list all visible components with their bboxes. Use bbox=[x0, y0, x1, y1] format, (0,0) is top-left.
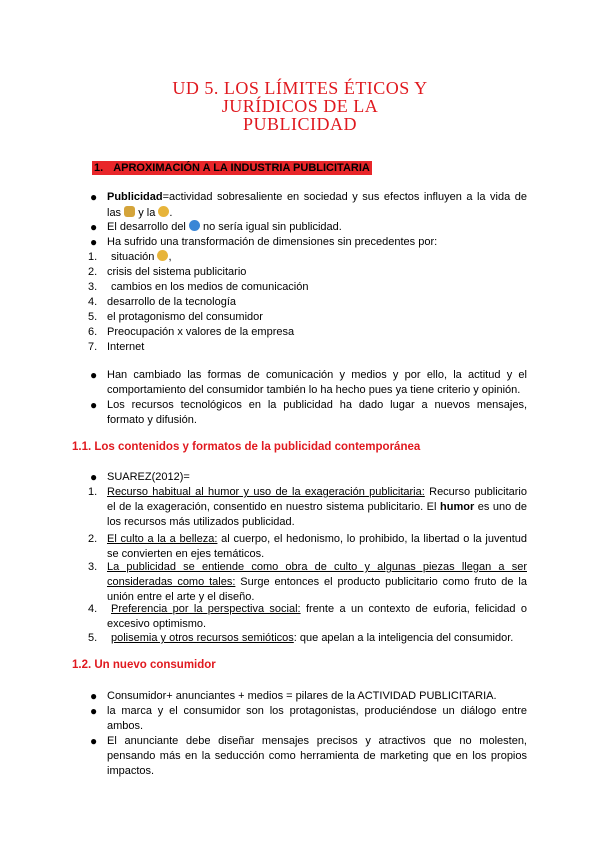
text: =actividad sobresaliente en sociedad y sus efectos influyen a la vida de bbox=[162, 191, 527, 203]
text: , bbox=[168, 251, 172, 263]
paragraph-cambios-l2: comportamiento del consumidor también lo ha hecho pues ya tiene criterio y opinión. bbox=[107, 384, 521, 396]
item-social-l2: excesivo optimismo. bbox=[107, 618, 207, 630]
paragraph-marca-l1: la marca y el consumidor son los protagonistas, produciéndose un diálogo entre bbox=[107, 705, 527, 717]
item-belleza-l1 bbox=[107, 532, 527, 547]
paragraph-transformacion: Ha sufrido una transformación de dimensiones sin precedentes por: bbox=[107, 236, 438, 248]
paragraph-recursos-l1: Los recursos tecnológicos en la publicidad ha dado lugar a nuevos mensajes, bbox=[107, 399, 527, 411]
text: Surge entonces el producto publicitario como fruto de la bbox=[235, 576, 527, 588]
item-humor-l2 bbox=[107, 500, 527, 515]
section-1-heading bbox=[92, 161, 372, 175]
item-culto-l3: unión entre el arte y el diseño. bbox=[107, 591, 255, 603]
bullet-dot: ● bbox=[90, 704, 98, 718]
money-bag-icon bbox=[157, 250, 168, 261]
list-item: desarrollo de la tecnología bbox=[107, 296, 237, 308]
title-line-1: UD 5. LOS LÍMITES ÉTICOS Y bbox=[172, 78, 428, 98]
text: Recurso publicitario bbox=[424, 486, 527, 498]
item-humor-l1 bbox=[107, 485, 527, 500]
item-humor-l3: los recursos más utilizados publicidad. bbox=[107, 516, 295, 528]
bullet-dot: ● bbox=[90, 398, 98, 412]
text: y la bbox=[138, 207, 156, 219]
text: : que apelan a la inteligencia del consumidor. bbox=[293, 632, 514, 644]
section-1-2-heading: 1.2. Un nuevo consumidor bbox=[72, 659, 216, 671]
list-number: 6. bbox=[88, 326, 98, 338]
underlined-text: Recurso habitual al humor y uso de la exageración publicitaria: bbox=[107, 486, 425, 498]
paragraph-anunciante-l2: pensando más en la seducción como herramienta de marketing que en los propios bbox=[107, 750, 527, 762]
underlined-text: Preferencia por la perspectiva social: bbox=[111, 603, 301, 615]
list-number: 4. bbox=[88, 603, 98, 615]
item-culto-l2 bbox=[107, 575, 527, 590]
paragraph-publicidad bbox=[107, 190, 527, 205]
title-line-2: JURÍDICOS DE LA bbox=[221, 96, 379, 116]
bullet-dot: ● bbox=[90, 235, 98, 249]
paragraph-publicidad-cont bbox=[107, 206, 172, 221]
text: las bbox=[107, 207, 122, 219]
text: frente a un contexto de euforia, felicidad o bbox=[300, 603, 527, 615]
list-item: crisis del sistema publicitario bbox=[107, 266, 247, 278]
text: . bbox=[169, 207, 173, 219]
item-polisemia bbox=[111, 631, 513, 646]
underlined-text: El culto a la a belleza: bbox=[107, 533, 218, 545]
paragraph-marca-l2: ambos. bbox=[107, 720, 144, 732]
list-item: el protagonismo del consumidor bbox=[107, 311, 263, 323]
paragraph-anunciante-l1: El anunciante debe diseñar mensajes precisos y atractivos que no molesten, bbox=[107, 735, 527, 747]
list-item: Internet bbox=[107, 341, 145, 353]
bullet-dot: ● bbox=[90, 689, 98, 703]
paragraph-desarrollo bbox=[107, 220, 342, 235]
list-item: cambios en los medios de comunicación bbox=[111, 281, 309, 293]
bold-term: Publicidad bbox=[107, 191, 163, 203]
bullet-dot: ● bbox=[90, 734, 98, 748]
paragraph-pilares: Consumidor+ anunciantes + medios = pilares de la ACTIVIDAD PUBLICITARIA. bbox=[107, 690, 497, 702]
list-number: 2. bbox=[88, 266, 98, 278]
list-number: 1. bbox=[88, 486, 98, 498]
item-social-l1 bbox=[111, 602, 527, 617]
paragraph-recursos-l2: formato y difusión. bbox=[107, 414, 197, 426]
bold-term: humor bbox=[440, 501, 475, 513]
text: es uno de bbox=[477, 501, 528, 513]
paragraph-suarez: SUAREZ(2012)= bbox=[107, 471, 190, 483]
item-belleza-l2: se convierten en ejes temáticos. bbox=[107, 548, 265, 560]
bullet-dot: ● bbox=[90, 220, 98, 234]
list-item bbox=[111, 250, 172, 265]
item-culto-l1: La publicidad se entiende como obra de culto y algunas piezas llegan a ser bbox=[107, 561, 527, 573]
bullet-dot: ● bbox=[90, 470, 98, 484]
list-number: 7. bbox=[88, 341, 98, 353]
text: situación bbox=[111, 251, 155, 263]
person-icon bbox=[124, 206, 135, 217]
bullet-dot: ● bbox=[90, 368, 98, 382]
list-item: Preocupación x valores de la empresa bbox=[107, 326, 295, 338]
list-number: 2. bbox=[88, 533, 98, 545]
text: El desarrollo del bbox=[107, 221, 186, 233]
title-line-3: PUBLICIDAD bbox=[242, 114, 357, 134]
underlined-text: consideradas como tales: bbox=[107, 576, 236, 588]
text: el de la exageración, consentido en nuestro sistema publicitario. El bbox=[107, 501, 437, 513]
section-1-heading-text: APROXIMACIÓN A LA INDUSTRIA PUBLICITARIA bbox=[113, 162, 370, 174]
list-number: 5. bbox=[88, 632, 98, 644]
list-number: 3. bbox=[88, 281, 98, 293]
globe-icon bbox=[189, 220, 200, 231]
list-number: 1. bbox=[88, 251, 98, 263]
bullet-dot: ● bbox=[90, 190, 98, 204]
money-bag-icon bbox=[158, 206, 169, 217]
text: no sería igual sin publicidad. bbox=[203, 221, 342, 233]
text: al cuerpo, el hedonismo, lo prohibido, la libertad o la juventud bbox=[217, 533, 527, 545]
paragraph-anunciante-l3: impactos. bbox=[107, 765, 155, 777]
paragraph-cambios-l1: Han cambiado las formas de comunicación y medios y por ello, la actitud y el bbox=[107, 369, 527, 381]
underlined-text: polisemia y otros recursos semióticos bbox=[111, 632, 294, 644]
list-number: 3. bbox=[88, 561, 98, 573]
section-1-number: 1. bbox=[94, 162, 104, 174]
list-number: 4. bbox=[88, 296, 98, 308]
list-number: 5. bbox=[88, 311, 98, 323]
section-1-1-heading: 1.1. Los contenidos y formatos de la publicidad contemporánea bbox=[72, 441, 421, 453]
